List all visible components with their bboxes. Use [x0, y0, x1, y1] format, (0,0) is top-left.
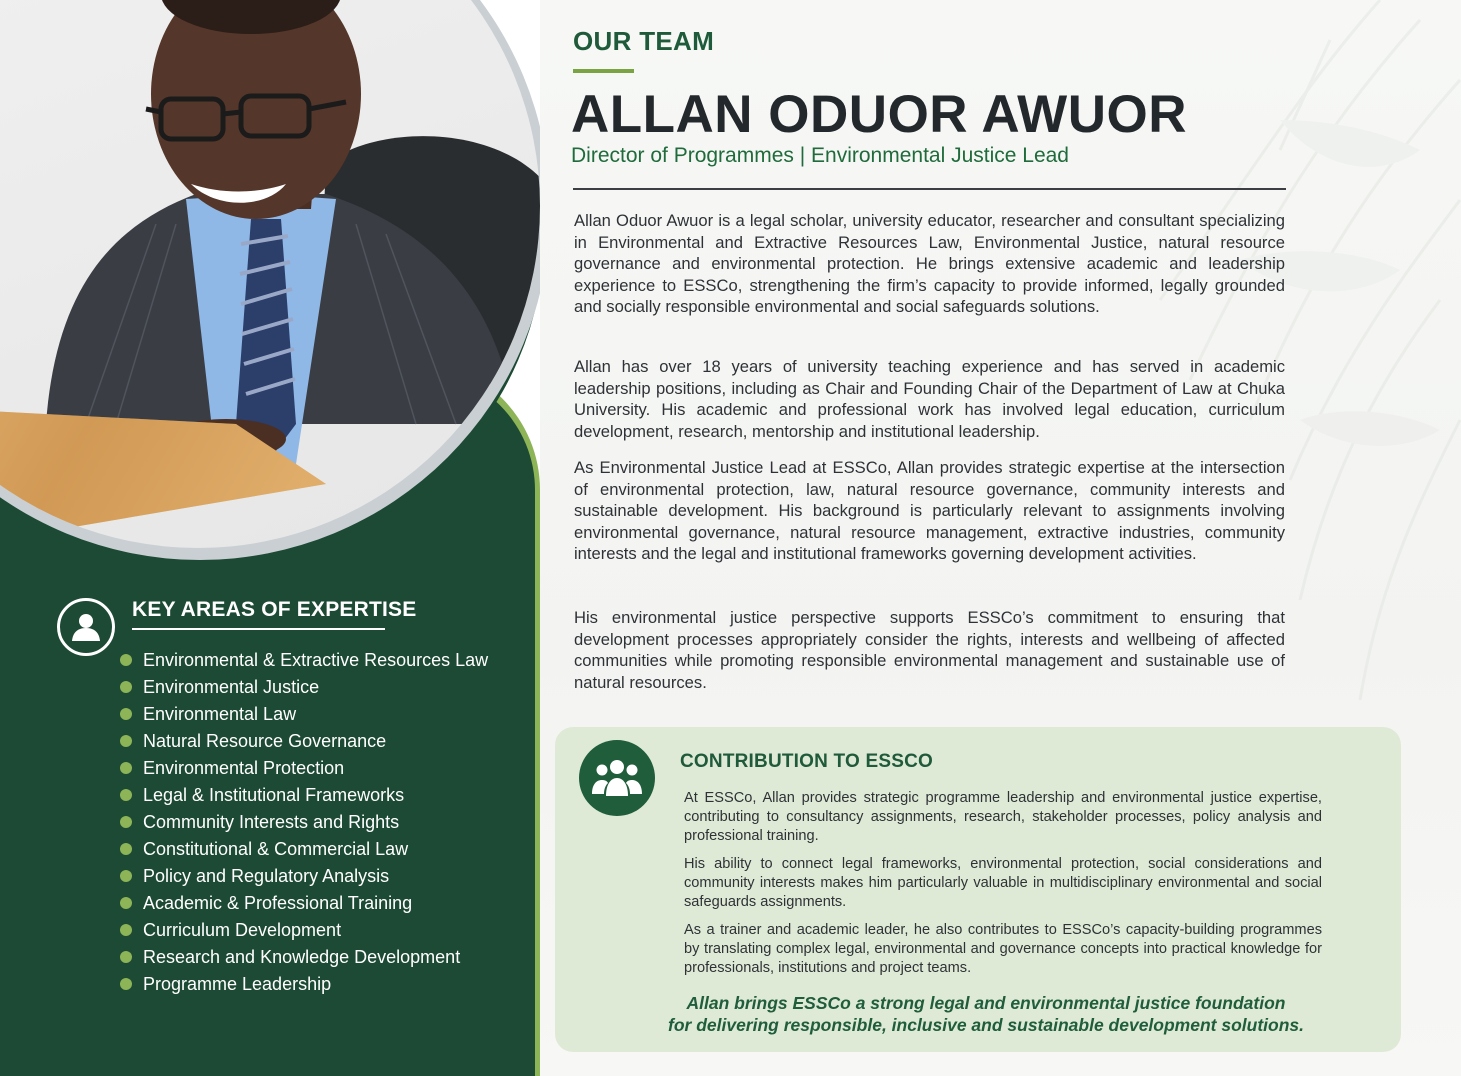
- bullet-icon: [120, 978, 132, 990]
- contribution-paragraph-1: At ESSCo, Allan provides strategic programme leadership and environmental justice expertise, contributing to consultancy assignments, research, stakeholder processes, policy analysis and professional training.: [684, 790, 1322, 844]
- quote-line-1: Allan brings ESSCo a strong legal and environmental justice foundation: [686, 993, 1286, 1013]
- person-role: Director of Programmes | Environmental Justice Lead: [571, 144, 1069, 167]
- bullet-icon: [120, 870, 132, 882]
- kicker-underline: [573, 69, 634, 73]
- bio-paragraph-3: As Environmental Justice Lead at ESSCo, Allan provides strategic expertise at the intersection of environmental protection, law, natural resource governance, community interests and sustainable development. His background is particularly relevant to assignments involving environmental governance, natural resource management, extractive industries, community interests and the legal and institutional frameworks governing development activities.: [574, 458, 1285, 564]
- expertise-item: Natural Resource Governance: [120, 729, 488, 756]
- bullet-icon: [120, 762, 132, 774]
- bullet-icon: [120, 843, 132, 855]
- expertise-item: Academic & Professional Training: [120, 891, 488, 918]
- bullet-icon: [120, 789, 132, 801]
- portrait-frame: [0, 0, 540, 560]
- bullet-icon: [120, 897, 132, 909]
- expertise-item: Environmental & Extractive Resources Law: [120, 648, 488, 675]
- expertise-item: Community Interests and Rights: [120, 810, 488, 837]
- bio-paragraph-2: Allan has over 18 years of university teaching experience and has served in academic leadership positions, including as Chair and Founding Chair of the Department of Law at Chuka University. His academic and professional work has involved legal education, curriculum development, research, mentorship and institutional leadership.: [574, 357, 1285, 441]
- expertise-item: Research and Knowledge Development: [120, 945, 488, 972]
- bullet-icon: [120, 951, 132, 963]
- contribution-paragraph-3: As a trainer and academic leader, he also contributes to ESSCo’s capacity-building programmes by translating complex legal, environmental and governance concepts into practical knowledge for professionals, institutions and project teams.: [684, 922, 1322, 976]
- bullet-icon: [120, 654, 132, 666]
- bullet-icon: [120, 681, 132, 693]
- expertise-item: Programme Leadership: [120, 972, 488, 999]
- section-kicker: OUR TEAM: [573, 26, 715, 56]
- expertise-item: Environmental Law: [120, 702, 488, 729]
- contribution-title: CONTRIBUTION TO ESSCO: [680, 751, 933, 772]
- left-column: [0, 0, 540, 1076]
- person-name: ALLAN ODUOR AWUOR: [571, 85, 1187, 144]
- group-icon: [579, 740, 655, 816]
- quote-line-2: for delivering responsible, inclusive and sustainable development solutions.: [668, 1014, 1304, 1035]
- user-icon: [57, 598, 115, 656]
- header-divider: [573, 188, 1286, 190]
- bullet-icon: [120, 708, 132, 720]
- expertise-item: Curriculum Development: [120, 918, 488, 945]
- contribution-paragraph-2: His ability to connect legal frameworks, environmental protection, social considerations and community interests makes him particularly valuable in multidisciplinary environmental and social safeguards assignments.: [684, 856, 1322, 910]
- bullet-icon: [120, 924, 132, 936]
- expertise-item: Policy and Regulatory Analysis: [120, 864, 488, 891]
- bio-paragraph-1: Allan Oduor Awuor is a legal scholar, university educator, researcher and consultant specializing in Environmental and Extractive Resources Law, Environmental Justice, natural resource governance and environmental protection. He brings extensive academic and leadership experience to ESSCo, strengthening the firm’s capacity to provide informed, legally grounded and socially responsible environmental and social safeguards solutions.: [574, 211, 1285, 317]
- expertise-item: Legal & Institutional Frameworks: [120, 783, 488, 810]
- expertise-list: [120, 648, 488, 999]
- expertise-item: Constitutional & Commercial Law: [120, 837, 488, 864]
- contribution-quote: [666, 993, 1306, 1036]
- bullet-icon: [120, 735, 132, 747]
- expertise-item: Environmental Justice: [120, 675, 488, 702]
- bio-paragraph-4: His environmental justice perspective supports ESSCo’s commitment to ensuring that development processes appropriately consider the rights, interests and wellbeing of affected communities while promoting responsible environmental management and sustainable use of natural resources.: [574, 608, 1285, 692]
- expertise-title: KEY AREAS OF EXPERTISE: [132, 598, 417, 621]
- expertise-item: Environmental Protection: [120, 756, 488, 783]
- bullet-icon: [120, 816, 132, 828]
- expertise-title-underline: [132, 628, 385, 630]
- portrait-photo: [0, 0, 540, 548]
